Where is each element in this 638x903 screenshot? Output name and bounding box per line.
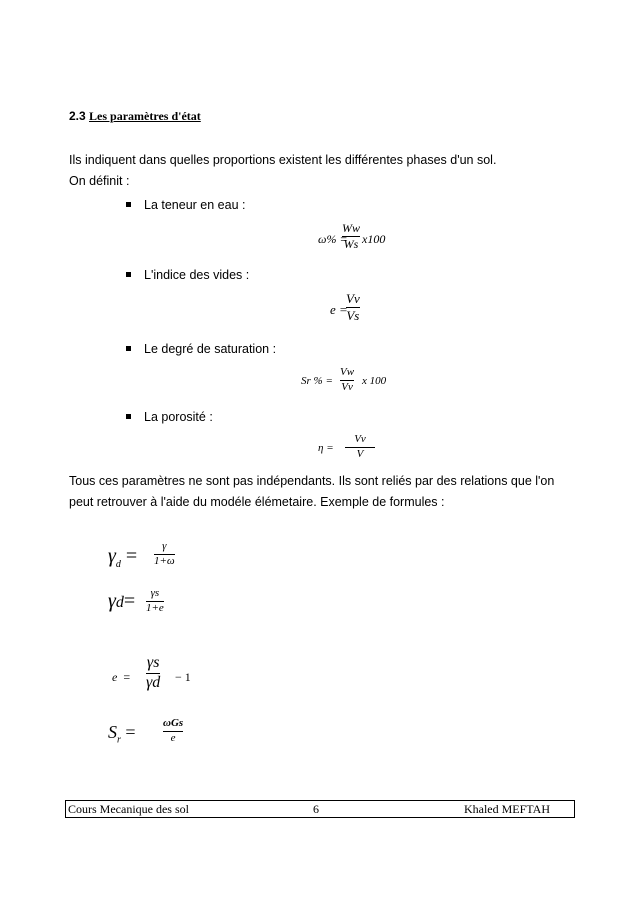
bullet-square-icon — [126, 202, 131, 207]
fraction-numerator: Vv — [346, 291, 360, 306]
example-2-fraction — [146, 588, 164, 614]
page-footer — [65, 800, 575, 818]
example-2-equals: = — [123, 590, 136, 612]
bullet-square-icon — [126, 272, 131, 277]
intro-text: Ils indiquent dans quelles proportions existent les différentes phases d'un sol. — [69, 153, 497, 167]
fraction-denominator: e — [170, 732, 176, 744]
fraction-denominator: V — [356, 448, 364, 460]
footer-author: Khaled MEFTAH — [463, 802, 550, 816]
example-2-symbol: γ — [108, 590, 116, 612]
fraction-denominator: 1+ω — [154, 555, 175, 567]
fraction-denominator: 1+e — [146, 602, 164, 614]
footer-course-title: Cours Mecanique des sol — [68, 802, 189, 816]
example-1-fraction — [154, 541, 175, 567]
fraction-denominator: Ws — [343, 237, 359, 251]
example-3-fraction — [146, 655, 160, 691]
fraction-numerator: Ww — [342, 221, 360, 235]
section-title — [69, 109, 201, 124]
example-3-tail: − 1 — [172, 670, 191, 684]
footer-page-number: 6 — [313, 802, 319, 816]
example-3-symbol: e — [112, 670, 118, 684]
fraction-numerator: Vw — [340, 366, 355, 378]
list-item-saturation — [126, 342, 276, 356]
example-3-equals: = — [117, 670, 137, 684]
example-4-fraction — [163, 718, 183, 744]
formula-saturation-lhs: Sr % = — [301, 375, 333, 387]
example-4-symbol: S — [108, 722, 117, 742]
bullet-square-icon — [126, 414, 131, 419]
example-4-lhs — [108, 722, 136, 746]
formula-saturation-rhs: x 100 — [362, 375, 387, 387]
list-item-indice-vides — [126, 268, 249, 282]
fraction-numerator: γs — [150, 587, 160, 599]
list-item-label: La porosité : — [144, 410, 213, 424]
formula-teneur-lhs: ω% = — [318, 232, 348, 246]
fraction-numerator: γs — [146, 654, 160, 671]
bullet-square-icon — [126, 346, 131, 351]
formula-teneur-rhs: x100 — [362, 232, 386, 246]
example-3-lhs — [112, 670, 136, 685]
formula-teneur-fraction — [342, 222, 360, 250]
fraction-denominator: γd — [146, 674, 161, 691]
list-item-porosite — [126, 410, 213, 424]
formula-porosite-fraction — [345, 434, 375, 460]
formula-saturation-fraction — [340, 367, 354, 393]
fraction-denominator: Vs — [346, 308, 360, 323]
fraction-numerator: Vv — [354, 433, 366, 445]
fraction-numerator: γ — [162, 540, 167, 552]
fraction-numerator: ωGs — [163, 717, 184, 729]
formula-indice-lhs: e = — [330, 302, 348, 317]
on-definit-text: On définit : — [69, 174, 130, 188]
example-2-subscript: d — [115, 594, 124, 611]
section-number: 2.3 — [69, 109, 86, 123]
section-title-text: Les paramètres d'état — [89, 109, 201, 123]
example-1-equals: = — [120, 545, 138, 567]
example-4-subscript: r — [117, 734, 121, 746]
list-item-label: L'indice des vides : — [144, 268, 250, 282]
paragraph-line-1: Tous ces paramètres ne sont pas indépendants. Ils sont reliés par des relations que l'on — [69, 474, 555, 488]
list-item-label: La teneur en eau : — [144, 198, 246, 212]
list-item-label: Le degré de saturation : — [144, 342, 277, 356]
list-item-teneur — [126, 198, 245, 212]
example-1-symbol: γ — [108, 545, 116, 567]
paragraph-line-2: peut retrouver à l'aide du modéle élémetaire. Exemple de formules : — [69, 495, 445, 509]
formula-porosite-lhs: η = — [318, 442, 334, 454]
fraction-denominator: Vv — [341, 381, 353, 393]
example-1-lhs — [108, 545, 137, 570]
formula-indice-fraction — [346, 292, 360, 322]
example-4-equals: = — [120, 722, 136, 742]
example-1-subscript: d — [115, 559, 121, 570]
example-2-lhs — [108, 590, 135, 613]
